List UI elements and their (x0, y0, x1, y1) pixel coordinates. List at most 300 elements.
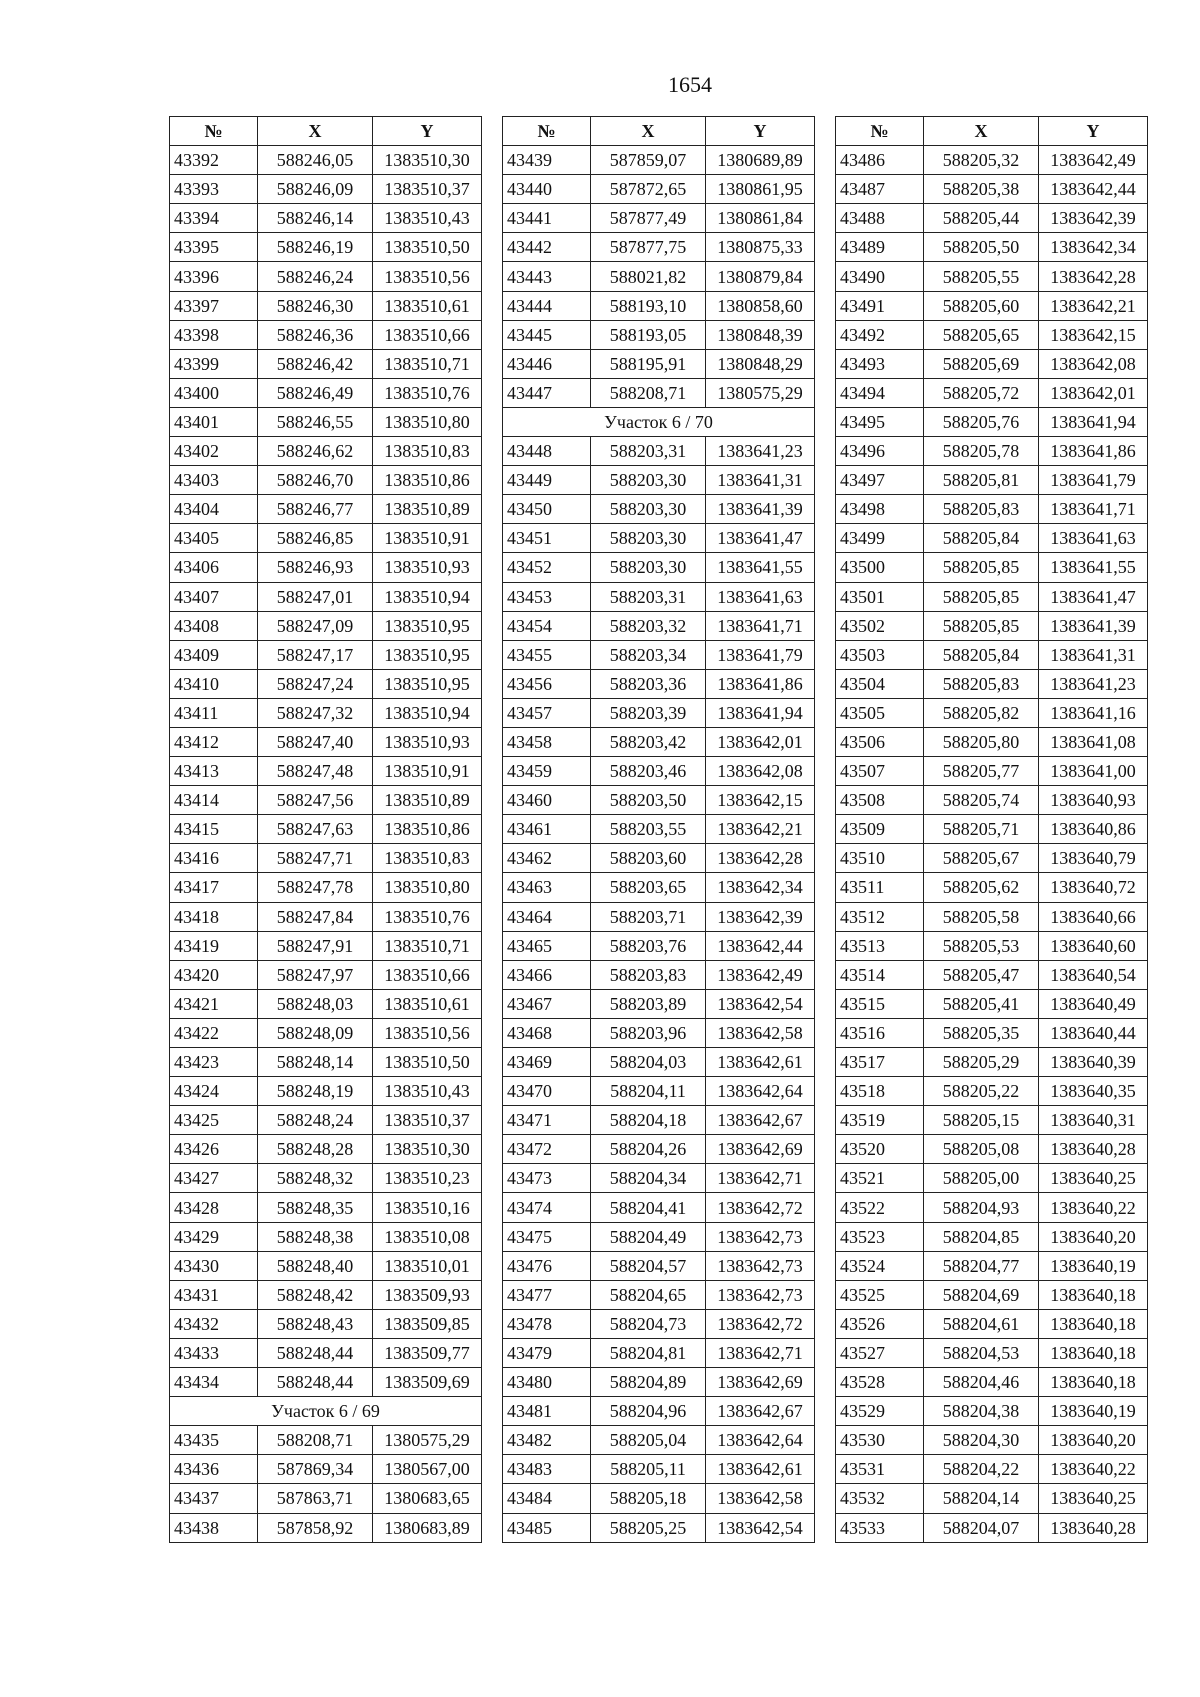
x-coordinate-cell: 588205,65 (924, 320, 1039, 349)
x-coordinate-cell: 588205,50 (924, 233, 1039, 262)
table-row (503, 1018, 815, 1047)
y-coordinate-cell: 1383640,18 (1039, 1309, 1148, 1338)
y-coordinate-cell: 1383641,08 (1039, 727, 1148, 756)
x-coordinate-cell: 588204,26 (591, 1135, 706, 1164)
y-coordinate-cell: 1383510,23 (373, 1164, 482, 1193)
table-row (170, 291, 482, 320)
point-number-cell: 43530 (836, 1426, 924, 1455)
x-coordinate-cell: 588248,28 (258, 1135, 373, 1164)
point-number-cell: 43394 (170, 204, 258, 233)
x-coordinate-cell: 588021,82 (591, 262, 706, 291)
x-coordinate-cell: 588248,42 (258, 1280, 373, 1309)
table-row (836, 233, 1148, 262)
point-number-cell: 43465 (503, 931, 591, 960)
y-coordinate-cell: 1383640,66 (1039, 902, 1148, 931)
y-coordinate-cell: 1383642,71 (706, 1164, 815, 1193)
x-coordinate-cell: 588204,61 (924, 1309, 1039, 1338)
point-number-cell: 43508 (836, 786, 924, 815)
table-row (170, 495, 482, 524)
table-row (170, 698, 482, 727)
table-row (170, 175, 482, 204)
point-number-cell: 43457 (503, 698, 591, 727)
x-coordinate-cell: 588204,30 (924, 1426, 1039, 1455)
table-row (503, 1106, 815, 1135)
y-coordinate-cell: 1383640,18 (1039, 1368, 1148, 1397)
x-coordinate-cell: 588205,83 (924, 495, 1039, 524)
table-row (170, 640, 482, 669)
point-number-cell: 43428 (170, 1193, 258, 1222)
point-number-cell: 43460 (503, 786, 591, 815)
section-row (170, 1397, 482, 1426)
point-number-cell: 43443 (503, 262, 591, 291)
point-number-cell: 43421 (170, 989, 258, 1018)
x-coordinate-cell: 588204,89 (591, 1368, 706, 1397)
x-coordinate-cell: 588247,78 (258, 873, 373, 902)
x-coordinate-cell: 588205,22 (924, 1077, 1039, 1106)
section-title: Участок 6 / 69 (170, 1397, 482, 1426)
point-number-cell: 43417 (170, 873, 258, 902)
x-coordinate-cell: 588247,63 (258, 815, 373, 844)
point-number-cell: 43400 (170, 378, 258, 407)
point-number-cell: 43408 (170, 611, 258, 640)
table-row (836, 175, 1148, 204)
coordinates-table-3 (835, 116, 1148, 1543)
table-row (836, 698, 1148, 727)
x-coordinate-cell: 588204,07 (924, 1513, 1039, 1542)
y-coordinate-cell: 1383640,72 (1039, 873, 1148, 902)
y-coordinate-cell: 1383642,69 (706, 1135, 815, 1164)
x-coordinate-cell: 588205,71 (924, 815, 1039, 844)
y-coordinate-cell: 1383510,08 (373, 1222, 482, 1251)
y-coordinate-cell: 1383640,79 (1039, 844, 1148, 873)
point-number-cell: 43420 (170, 960, 258, 989)
table-row (503, 669, 815, 698)
table-row (170, 1484, 482, 1513)
point-number-cell: 43479 (503, 1338, 591, 1367)
point-number-cell: 43451 (503, 524, 591, 553)
point-number-cell: 43447 (503, 378, 591, 407)
x-coordinate-cell: 588203,31 (591, 582, 706, 611)
table-row (503, 1251, 815, 1280)
x-coordinate-cell: 588247,32 (258, 698, 373, 727)
point-number-cell: 43516 (836, 1018, 924, 1047)
y-coordinate-cell: 1383510,86 (373, 466, 482, 495)
table-row (503, 902, 815, 931)
table-row (503, 1309, 815, 1338)
table-row (836, 204, 1148, 233)
y-coordinate-cell: 1383641,79 (1039, 466, 1148, 495)
x-coordinate-cell: 588248,43 (258, 1309, 373, 1338)
point-number-cell: 43473 (503, 1164, 591, 1193)
point-number-cell: 43501 (836, 582, 924, 611)
point-number-cell: 43411 (170, 698, 258, 727)
table-row (836, 466, 1148, 495)
x-coordinate-cell: 588195,91 (591, 349, 706, 378)
table-row (503, 1338, 815, 1367)
x-coordinate-cell: 588203,89 (591, 989, 706, 1018)
table-row (170, 524, 482, 553)
x-coordinate-cell: 588248,19 (258, 1077, 373, 1106)
point-number-cell: 43521 (836, 1164, 924, 1193)
table-row (503, 175, 815, 204)
x-coordinate-cell: 588204,46 (924, 1368, 1039, 1397)
point-number-cell: 43409 (170, 640, 258, 669)
point-number-cell: 43436 (170, 1455, 258, 1484)
x-coordinate-cell: 588204,14 (924, 1484, 1039, 1513)
x-coordinate-cell: 588203,36 (591, 669, 706, 698)
y-coordinate-cell: 1383510,37 (373, 1106, 482, 1135)
y-coordinate-cell: 1383510,83 (373, 844, 482, 873)
y-coordinate-cell: 1383510,80 (373, 407, 482, 436)
y-coordinate-cell: 1383641,39 (1039, 611, 1148, 640)
y-coordinate-cell: 1383642,28 (706, 844, 815, 873)
table-row (503, 1484, 815, 1513)
y-coordinate-cell: 1383642,21 (1039, 291, 1148, 320)
table-row (170, 931, 482, 960)
y-coordinate-cell: 1383640,25 (1039, 1484, 1148, 1513)
x-coordinate-cell: 588205,53 (924, 931, 1039, 960)
table-row (836, 1251, 1148, 1280)
x-coordinate-cell: 588247,84 (258, 902, 373, 931)
x-coordinate-cell: 588203,65 (591, 873, 706, 902)
point-number-cell: 43469 (503, 1048, 591, 1077)
point-number-cell: 43483 (503, 1455, 591, 1484)
y-coordinate-cell: 1383641,63 (1039, 524, 1148, 553)
table-row (836, 1338, 1148, 1367)
y-coordinate-cell: 1383640,31 (1039, 1106, 1148, 1135)
y-coordinate-cell: 1383510,86 (373, 815, 482, 844)
x-coordinate-cell: 588204,18 (591, 1106, 706, 1135)
table-row (170, 1018, 482, 1047)
table-row (836, 611, 1148, 640)
point-number-cell: 43419 (170, 931, 258, 960)
x-coordinate-cell: 588246,70 (258, 466, 373, 495)
y-coordinate-cell: 1383509,85 (373, 1309, 482, 1338)
point-number-cell: 43500 (836, 553, 924, 582)
table-row (836, 1513, 1148, 1542)
point-number-cell: 43511 (836, 873, 924, 902)
x-coordinate-cell: 588205,44 (924, 204, 1039, 233)
x-coordinate-cell: 588205,78 (924, 437, 1039, 466)
point-number-cell: 43514 (836, 960, 924, 989)
x-coordinate-cell: 588205,00 (924, 1164, 1039, 1193)
y-coordinate-cell: 1383641,63 (706, 582, 815, 611)
y-coordinate-cell: 1383642,28 (1039, 262, 1148, 291)
x-coordinate-cell: 588246,77 (258, 495, 373, 524)
x-coordinate-cell: 588248,09 (258, 1018, 373, 1047)
x-coordinate-cell: 588203,60 (591, 844, 706, 873)
point-number-cell: 43474 (503, 1193, 591, 1222)
column-header-y: Y (706, 117, 815, 146)
table-row (503, 931, 815, 960)
y-coordinate-cell: 1383640,19 (1039, 1397, 1148, 1426)
coordinates-table-2 (502, 116, 815, 1543)
x-coordinate-cell: 587863,71 (258, 1484, 373, 1513)
table-row (170, 407, 482, 436)
point-number-cell: 43487 (836, 175, 924, 204)
y-coordinate-cell: 1383640,28 (1039, 1513, 1148, 1542)
x-coordinate-cell: 588203,31 (591, 437, 706, 466)
point-number-cell: 43423 (170, 1048, 258, 1077)
x-coordinate-cell: 588204,81 (591, 1338, 706, 1367)
x-coordinate-cell: 588203,34 (591, 640, 706, 669)
y-coordinate-cell: 1383642,15 (706, 786, 815, 815)
y-coordinate-cell: 1380861,95 (706, 175, 815, 204)
table-row (503, 815, 815, 844)
table-row (836, 727, 1148, 756)
point-number-cell: 43456 (503, 669, 591, 698)
table-row (503, 1280, 815, 1309)
y-coordinate-cell: 1380848,29 (706, 349, 815, 378)
y-coordinate-cell: 1380861,84 (706, 204, 815, 233)
table-row (503, 786, 815, 815)
y-coordinate-cell: 1383641,16 (1039, 698, 1148, 727)
table-row (503, 320, 815, 349)
point-number-cell: 43395 (170, 233, 258, 262)
y-coordinate-cell: 1383510,61 (373, 989, 482, 1018)
table-row (836, 320, 1148, 349)
table-row (836, 1484, 1148, 1513)
y-coordinate-cell: 1380875,33 (706, 233, 815, 262)
x-coordinate-cell: 588203,55 (591, 815, 706, 844)
x-coordinate-cell: 588203,32 (591, 611, 706, 640)
y-coordinate-cell: 1383641,94 (1039, 407, 1148, 436)
point-number-cell: 43524 (836, 1251, 924, 1280)
table-row (503, 640, 815, 669)
point-number-cell: 43398 (170, 320, 258, 349)
point-number-cell: 43482 (503, 1426, 591, 1455)
table-row (503, 291, 815, 320)
point-number-cell: 43425 (170, 1106, 258, 1135)
x-coordinate-cell: 588205,67 (924, 844, 1039, 873)
x-coordinate-cell: 588205,47 (924, 960, 1039, 989)
x-coordinate-cell: 588248,03 (258, 989, 373, 1018)
point-number-cell: 43475 (503, 1222, 591, 1251)
y-coordinate-cell: 1383641,00 (1039, 757, 1148, 786)
x-coordinate-cell: 588203,46 (591, 757, 706, 786)
column-header-y: Y (1039, 117, 1148, 146)
x-coordinate-cell: 588208,71 (258, 1426, 373, 1455)
table-row (170, 378, 482, 407)
point-number-cell: 43477 (503, 1280, 591, 1309)
table-row (170, 611, 482, 640)
y-coordinate-cell: 1383642,08 (706, 757, 815, 786)
table-row (836, 291, 1148, 320)
x-coordinate-cell: 588193,10 (591, 291, 706, 320)
point-number-cell: 43495 (836, 407, 924, 436)
point-number-cell: 43527 (836, 1338, 924, 1367)
table-row (503, 844, 815, 873)
x-coordinate-cell: 588204,93 (924, 1193, 1039, 1222)
x-coordinate-cell: 588247,56 (258, 786, 373, 815)
point-number-cell: 43404 (170, 495, 258, 524)
table-row (503, 553, 815, 582)
point-number-cell: 43471 (503, 1106, 591, 1135)
table-row (836, 1048, 1148, 1077)
x-coordinate-cell: 588203,39 (591, 698, 706, 727)
table-row (503, 582, 815, 611)
x-coordinate-cell: 588205,85 (924, 553, 1039, 582)
table-row (170, 757, 482, 786)
x-coordinate-cell: 588204,85 (924, 1222, 1039, 1251)
table-row (503, 873, 815, 902)
point-number-cell: 43522 (836, 1193, 924, 1222)
y-coordinate-cell: 1383640,54 (1039, 960, 1148, 989)
table-row (836, 146, 1148, 175)
point-number-cell: 43490 (836, 262, 924, 291)
y-coordinate-cell: 1383510,95 (373, 640, 482, 669)
y-coordinate-cell: 1383510,71 (373, 931, 482, 960)
x-coordinate-cell: 588246,30 (258, 291, 373, 320)
x-coordinate-cell: 588205,85 (924, 582, 1039, 611)
point-number-cell: 43496 (836, 437, 924, 466)
point-number-cell: 43502 (836, 611, 924, 640)
y-coordinate-cell: 1383510,16 (373, 1193, 482, 1222)
x-coordinate-cell: 588247,17 (258, 640, 373, 669)
column-header-number: № (503, 117, 591, 146)
table-row (170, 1368, 482, 1397)
x-coordinate-cell: 588246,42 (258, 349, 373, 378)
x-coordinate-cell: 588248,40 (258, 1251, 373, 1280)
table-row (836, 1455, 1148, 1484)
point-number-cell: 43466 (503, 960, 591, 989)
point-number-cell: 43462 (503, 844, 591, 873)
table-row (170, 786, 482, 815)
table-row (170, 204, 482, 233)
table-row (836, 495, 1148, 524)
point-number-cell: 43529 (836, 1397, 924, 1426)
x-coordinate-cell: 588205,82 (924, 698, 1039, 727)
page-number: 1654 (668, 72, 712, 97)
table-row (836, 786, 1148, 815)
point-number-cell: 43427 (170, 1164, 258, 1193)
x-coordinate-cell: 587877,75 (591, 233, 706, 262)
y-coordinate-cell: 1383640,18 (1039, 1338, 1148, 1367)
y-coordinate-cell: 1383510,76 (373, 378, 482, 407)
x-coordinate-cell: 588205,80 (924, 727, 1039, 756)
x-coordinate-cell: 588205,18 (591, 1484, 706, 1513)
x-coordinate-cell: 588246,36 (258, 320, 373, 349)
point-number-cell: 43413 (170, 757, 258, 786)
table-row (503, 378, 815, 407)
x-coordinate-cell: 588203,83 (591, 960, 706, 989)
x-coordinate-cell: 588247,71 (258, 844, 373, 873)
table-row (170, 1135, 482, 1164)
point-number-cell: 43472 (503, 1135, 591, 1164)
point-number-cell: 43434 (170, 1368, 258, 1397)
x-coordinate-cell: 588204,77 (924, 1251, 1039, 1280)
point-number-cell: 43480 (503, 1368, 591, 1397)
x-coordinate-cell: 588205,76 (924, 407, 1039, 436)
table-row (503, 466, 815, 495)
table-row (836, 1280, 1148, 1309)
point-number-cell: 43401 (170, 407, 258, 436)
x-coordinate-cell: 587877,49 (591, 204, 706, 233)
y-coordinate-cell: 1383641,71 (1039, 495, 1148, 524)
x-coordinate-cell: 588205,84 (924, 640, 1039, 669)
table-row (503, 437, 815, 466)
section-row (503, 407, 815, 436)
y-coordinate-cell: 1383642,54 (706, 1513, 815, 1542)
column-header-x: X (924, 117, 1039, 146)
y-coordinate-cell: 1383510,91 (373, 524, 482, 553)
x-coordinate-cell: 588248,35 (258, 1193, 373, 1222)
y-coordinate-cell: 1383640,28 (1039, 1135, 1148, 1164)
x-coordinate-cell: 588248,44 (258, 1368, 373, 1397)
y-coordinate-cell: 1383510,95 (373, 669, 482, 698)
table-row (836, 407, 1148, 436)
table-row (836, 757, 1148, 786)
table-row (836, 1397, 1148, 1426)
y-coordinate-cell: 1383641,47 (706, 524, 815, 553)
point-number-cell: 43422 (170, 1018, 258, 1047)
x-coordinate-cell: 588208,71 (591, 378, 706, 407)
y-coordinate-cell: 1383641,31 (1039, 640, 1148, 669)
table-row (836, 989, 1148, 1018)
y-coordinate-cell: 1383640,19 (1039, 1251, 1148, 1280)
x-coordinate-cell: 588204,73 (591, 1309, 706, 1338)
x-coordinate-cell: 588203,50 (591, 786, 706, 815)
y-coordinate-cell: 1380575,29 (706, 378, 815, 407)
table-row (170, 146, 482, 175)
table-row (836, 1106, 1148, 1135)
y-coordinate-cell: 1383640,86 (1039, 815, 1148, 844)
y-coordinate-cell: 1383640,93 (1039, 786, 1148, 815)
x-coordinate-cell: 588247,40 (258, 727, 373, 756)
point-number-cell: 43432 (170, 1309, 258, 1338)
table-row (170, 1164, 482, 1193)
table-row (836, 1077, 1148, 1106)
point-number-cell: 43461 (503, 815, 591, 844)
table-row (503, 204, 815, 233)
point-number-cell: 43507 (836, 757, 924, 786)
table-row (503, 262, 815, 291)
table-row (836, 902, 1148, 931)
point-number-cell: 43452 (503, 553, 591, 582)
x-coordinate-cell: 588203,30 (591, 466, 706, 495)
x-coordinate-cell: 588248,38 (258, 1222, 373, 1251)
table-row (170, 873, 482, 902)
point-number-cell: 43455 (503, 640, 591, 669)
y-coordinate-cell: 1383510,43 (373, 1077, 482, 1106)
point-number-cell: 43497 (836, 466, 924, 495)
x-coordinate-cell: 588247,01 (258, 582, 373, 611)
x-coordinate-cell: 588205,85 (924, 611, 1039, 640)
point-number-cell: 43518 (836, 1077, 924, 1106)
point-number-cell: 43493 (836, 349, 924, 378)
x-coordinate-cell: 588205,81 (924, 466, 1039, 495)
y-coordinate-cell: 1383510,89 (373, 786, 482, 815)
point-number-cell: 43486 (836, 146, 924, 175)
y-coordinate-cell: 1380575,29 (373, 1426, 482, 1455)
y-coordinate-cell: 1383642,34 (1039, 233, 1148, 262)
x-coordinate-cell: 588193,05 (591, 320, 706, 349)
table-row (170, 1280, 482, 1309)
table-row (836, 1135, 1148, 1164)
point-number-cell: 43446 (503, 349, 591, 378)
table-row (836, 378, 1148, 407)
table-row (503, 495, 815, 524)
table-row (170, 320, 482, 349)
y-coordinate-cell: 1383642,58 (706, 1484, 815, 1513)
table-row (836, 262, 1148, 291)
table-header-row (836, 117, 1148, 146)
x-coordinate-cell: 588247,97 (258, 960, 373, 989)
point-number-cell: 43440 (503, 175, 591, 204)
table-row (170, 844, 482, 873)
point-number-cell: 43492 (836, 320, 924, 349)
y-coordinate-cell: 1383510,91 (373, 757, 482, 786)
